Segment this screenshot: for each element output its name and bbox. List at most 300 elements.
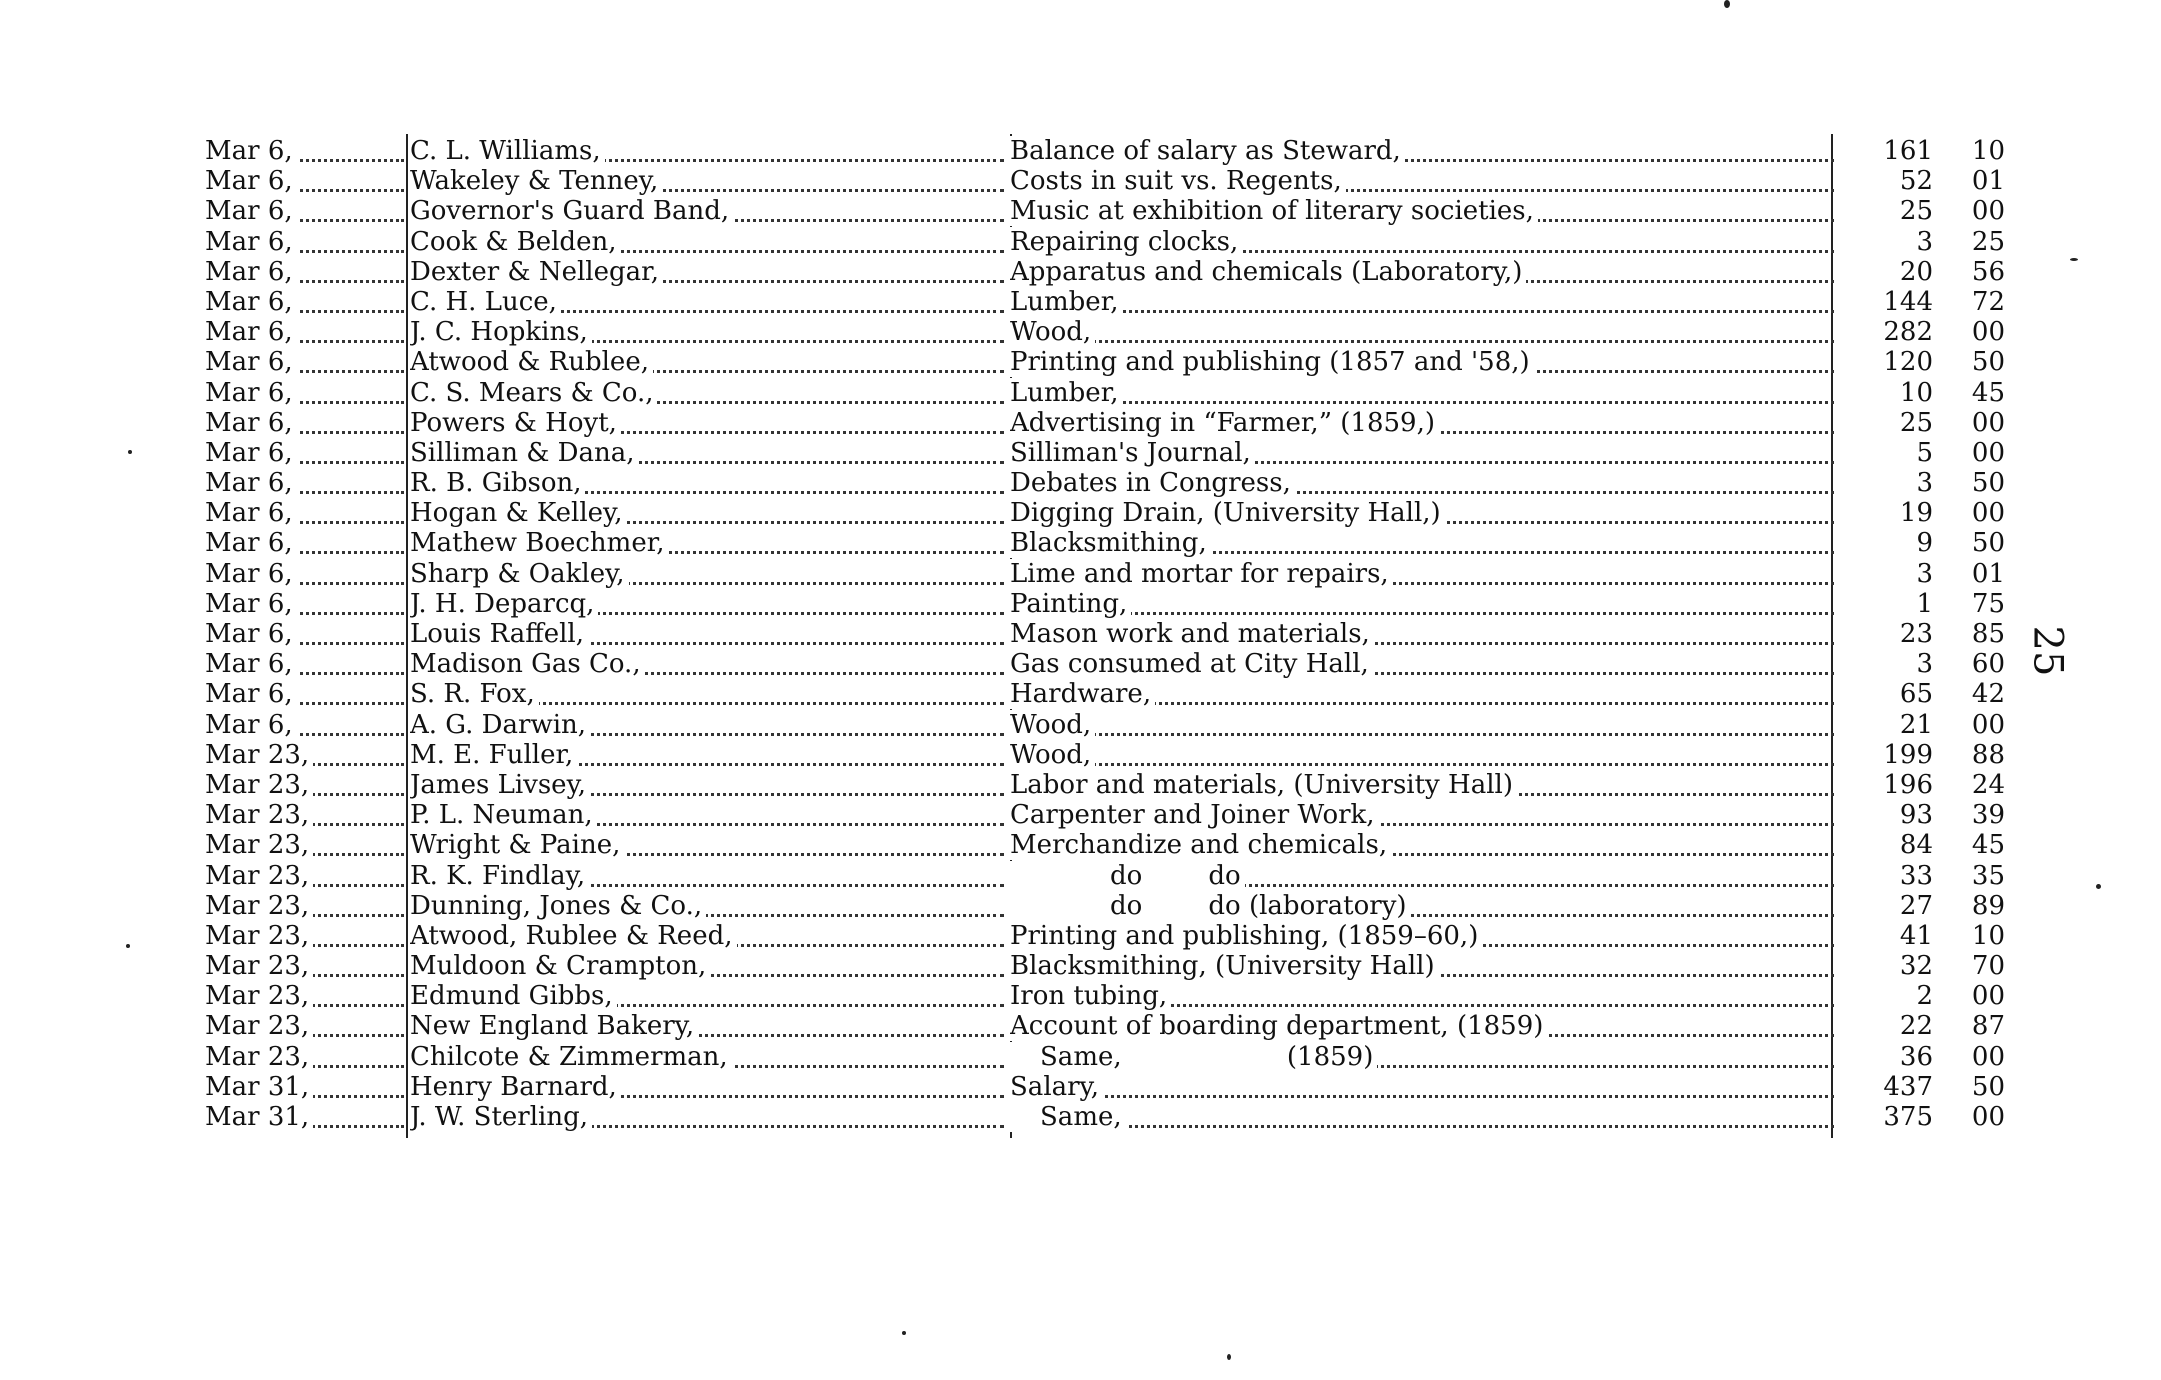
entry-amount-cents: 50 <box>1971 468 2005 499</box>
entry-purpose: Wood, <box>1010 317 1095 347</box>
entry-date: Mar 6, <box>205 589 297 619</box>
entry-amount-cell <box>1845 589 2005 619</box>
entry-date: Mar 23, <box>205 951 313 981</box>
entry-payee: M. E. Fuller, <box>410 740 577 770</box>
entry-amount-cents: 00 <box>1971 317 2005 348</box>
entry-purpose: Repairing clocks, <box>1010 227 1242 257</box>
entry-amount-cell <box>1845 136 2005 166</box>
entry-amount-dollars: 9 <box>1916 528 1933 559</box>
entry-date-cell <box>205 589 410 619</box>
ledger-row <box>205 408 2005 438</box>
entry-amount-cell <box>1845 196 2005 226</box>
entry-purpose-cell <box>1010 196 1840 226</box>
entry-date-cell <box>205 800 410 830</box>
page-number: 25 <box>2024 625 2071 677</box>
entry-purpose: Painting, <box>1010 589 1131 619</box>
ledger-row <box>205 770 2005 800</box>
entry-payee-cell <box>410 257 1010 287</box>
entry-amount-cell <box>1845 438 2005 468</box>
entry-amount-cell <box>1845 951 2005 981</box>
entry-purpose: do do <box>1010 861 1245 891</box>
entry-amount-dollars: 65 <box>1899 679 1933 710</box>
entry-amount-cell <box>1845 1011 2005 1041</box>
entry-date-cell <box>205 317 410 347</box>
entry-payee-cell <box>410 710 1010 740</box>
entry-date: Mar 6, <box>205 498 297 528</box>
entry-payee: New England Bakery, <box>410 1011 698 1041</box>
entry-date: Mar 23, <box>205 891 313 921</box>
entry-purpose-cell <box>1010 136 1840 166</box>
entry-amount-dollars: 3 <box>1916 558 1933 589</box>
entry-payee-cell <box>410 468 1010 498</box>
entry-date: Mar 6, <box>205 679 297 709</box>
print-speck <box>2070 258 2078 261</box>
entry-amount-cell <box>1845 257 2005 287</box>
entry-payee-cell <box>410 921 1010 951</box>
entry-amount-dollars: 1 <box>1916 588 1933 619</box>
ledger-row <box>205 196 2005 226</box>
entry-purpose-cell <box>1010 861 1840 891</box>
entry-payee-cell <box>410 981 1010 1011</box>
entry-purpose: Salary, <box>1010 1072 1103 1102</box>
entry-payee-cell <box>410 347 1010 377</box>
entry-amount-dollars: 36 <box>1899 1041 1933 1072</box>
entry-date: Mar 6, <box>205 528 297 558</box>
print-speck <box>128 450 132 454</box>
entry-payee: Louis Raffell, <box>410 619 588 649</box>
entry-amount-cell <box>1845 981 2005 1011</box>
entry-amount-cell <box>1845 1042 2005 1072</box>
entry-payee-cell <box>410 1102 1010 1132</box>
entry-amount-cell <box>1845 830 2005 860</box>
entry-amount-dollars: 25 <box>1899 196 1933 227</box>
entry-payee-cell <box>410 740 1010 770</box>
entry-date-cell <box>205 981 410 1011</box>
entry-amount-cell <box>1845 468 2005 498</box>
entry-purpose-cell <box>1010 166 1840 196</box>
entry-purpose: Iron tubing, <box>1010 981 1171 1011</box>
dot-leader <box>1010 401 1834 404</box>
entry-amount-dollars: 23 <box>1899 619 1933 649</box>
entry-date: Mar 6, <box>205 136 297 166</box>
entry-amount-dollars: 2 <box>1916 981 1933 1012</box>
entry-payee-cell <box>410 649 1010 679</box>
entry-amount-cents: 35 <box>1971 860 2005 891</box>
entry-purpose: Costs in suit vs. Regents, <box>1010 166 1346 196</box>
entry-date: Mar 6, <box>205 438 297 468</box>
ledger-row <box>205 1042 2005 1072</box>
entry-amount-dollars: 21 <box>1899 709 1933 740</box>
entry-purpose: Carpenter and Joiner Work, <box>1010 800 1379 830</box>
entry-date-cell <box>205 921 410 951</box>
entry-date-cell <box>205 740 410 770</box>
entry-purpose-cell <box>1010 770 1840 800</box>
entry-payee: S. R. Fox, <box>410 679 539 709</box>
ledger-row <box>205 981 2005 1011</box>
entry-date: Mar 23, <box>205 921 313 951</box>
ledger-row <box>205 317 2005 347</box>
entry-purpose-cell <box>1010 559 1840 589</box>
entry-date-cell <box>205 468 410 498</box>
entry-date-cell <box>205 227 410 257</box>
entry-date: Mar 31, <box>205 1102 313 1132</box>
ledger-row <box>205 227 2005 257</box>
entry-amount-cents: 50 <box>1971 347 2005 378</box>
entry-amount-cents: 00 <box>1971 1041 2005 1072</box>
entry-payee-cell <box>410 196 1010 226</box>
entry-amount-cell <box>1845 378 2005 408</box>
entry-purpose: Printing and publishing, (1859–60,) <box>1010 921 1482 951</box>
entry-amount-cents: 45 <box>1971 377 2005 408</box>
entry-date: Mar 23, <box>205 770 313 800</box>
entry-date-cell <box>205 559 410 589</box>
entry-date-cell <box>205 1072 410 1102</box>
entry-amount-cell <box>1845 317 2005 347</box>
entry-amount-cents: 50 <box>1971 528 2005 559</box>
entry-payee: Powers & Hoyt, <box>410 408 621 438</box>
entry-amount-dollars: 19 <box>1899 498 1933 529</box>
entry-purpose-cell <box>1010 1102 1840 1132</box>
entry-payee: C. L. Williams, <box>410 136 605 166</box>
entry-purpose-cell <box>1010 1011 1840 1041</box>
entry-date-cell <box>205 378 410 408</box>
entry-date: Mar 23, <box>205 981 313 1011</box>
entry-amount-cents: 25 <box>1971 226 2005 257</box>
print-speck <box>126 944 130 948</box>
ledger-row <box>205 679 2005 709</box>
entry-amount-cents: 45 <box>1971 830 2005 861</box>
entry-date-cell <box>205 166 410 196</box>
print-speck <box>1227 1354 1231 1360</box>
entry-date-cell <box>205 136 410 166</box>
ledger-row <box>205 830 2005 860</box>
entry-payee: Governor's Guard Band, <box>410 196 733 226</box>
entry-purpose: Silliman's Journal, <box>1010 438 1255 468</box>
entry-purpose: Debates in Congress, <box>1010 468 1295 498</box>
entry-purpose: Blacksmithing, <box>1010 528 1211 558</box>
entry-purpose-cell <box>1010 921 1840 951</box>
entry-amount-cell <box>1845 227 2005 257</box>
entry-payee-cell <box>410 770 1010 800</box>
entry-amount-cell <box>1845 619 2005 649</box>
entry-date-cell <box>205 679 410 709</box>
entry-date: Mar 6, <box>205 710 297 740</box>
entry-payee: Dunning, Jones & Co., <box>410 891 706 921</box>
entry-purpose: Advertising in “Farmer,” (1859,) <box>1010 408 1439 438</box>
entry-date: Mar 6, <box>205 317 297 347</box>
entry-date-cell <box>205 347 410 377</box>
entry-amount-cell <box>1845 710 2005 740</box>
entry-purpose: Balance of salary as Steward, <box>1010 136 1405 166</box>
entry-payee-cell <box>410 378 1010 408</box>
entry-payee: Silliman & Dana, <box>410 438 639 468</box>
entry-amount-cents: 56 <box>1971 256 2005 287</box>
entry-payee-cell <box>410 408 1010 438</box>
entry-purpose: Music at exhibition of literary societies, <box>1010 196 1538 226</box>
entry-payee-cell <box>410 498 1010 528</box>
entry-date-cell <box>205 619 410 649</box>
entry-amount-cell <box>1845 498 2005 528</box>
ledger-row <box>205 710 2005 740</box>
entry-purpose: Gas consumed at City Hall, <box>1010 649 1373 679</box>
ledger-row <box>205 619 2005 649</box>
entry-date: Mar 6, <box>205 378 297 408</box>
entry-purpose-cell <box>1010 619 1840 649</box>
entry-amount-cents: 60 <box>1971 649 2005 680</box>
entry-date: Mar 31, <box>205 1072 313 1102</box>
entry-purpose: Apparatus and chemicals (Laboratory,) <box>1010 257 1526 287</box>
entry-date-cell <box>205 196 410 226</box>
entry-payee: Edmund Gibbs, <box>410 981 617 1011</box>
entry-payee-cell <box>410 800 1010 830</box>
entry-date: Mar 6, <box>205 468 297 498</box>
entry-date-cell <box>205 498 410 528</box>
entry-amount-dollars: 3 <box>1916 649 1933 680</box>
entry-date-cell <box>205 1011 410 1041</box>
dot-leader <box>1010 310 1834 313</box>
entry-purpose-cell <box>1010 1042 1840 1072</box>
entry-date: Mar 23, <box>205 1011 313 1041</box>
dot-leader <box>1010 1095 1834 1098</box>
entry-purpose-cell <box>1010 830 1840 860</box>
ledger-row <box>205 498 2005 528</box>
entry-amount-dollars: 196 <box>1883 769 1933 800</box>
entry-amount-cents: 10 <box>1971 920 2005 951</box>
entry-date-cell <box>205 951 410 981</box>
entry-date: Mar 23, <box>205 800 313 830</box>
entry-payee: Dexter & Nellegar, <box>410 257 663 287</box>
entry-purpose-cell <box>1010 649 1840 679</box>
entry-payee: J. H. Deparcq, <box>410 589 598 619</box>
entry-amount-dollars: 20 <box>1899 256 1933 287</box>
entry-amount-dollars: 199 <box>1883 739 1933 770</box>
entry-amount-cents: 88 <box>1971 739 2005 770</box>
entry-purpose: Printing and publishing (1857 and '58,) <box>1010 347 1534 377</box>
entry-amount-cents: 00 <box>1971 981 2005 1012</box>
ledger-row <box>205 559 2005 589</box>
entry-purpose-cell <box>1010 740 1840 770</box>
entry-payee: J. W. Sterling, <box>410 1102 592 1132</box>
entry-payee: Cook & Belden, <box>410 227 620 257</box>
entry-payee-cell <box>410 136 1010 166</box>
entry-purpose: Same, <box>1010 1102 1126 1132</box>
entry-amount-dollars: 33 <box>1899 860 1933 891</box>
dot-leader <box>1010 340 1834 343</box>
entry-date-cell <box>205 770 410 800</box>
entry-amount-dollars: 84 <box>1899 830 1933 861</box>
entry-date: Mar 6, <box>205 227 297 257</box>
entry-purpose-cell <box>1010 800 1840 830</box>
entry-purpose-cell <box>1010 347 1840 377</box>
entry-amount-cell <box>1845 770 2005 800</box>
entry-amount-dollars: 282 <box>1883 317 1933 348</box>
dot-leader <box>1010 1125 1834 1128</box>
entry-amount-dollars: 3 <box>1916 468 1933 499</box>
entry-purpose-cell <box>1010 951 1840 981</box>
entry-amount-cell <box>1845 649 2005 679</box>
dot-leader <box>1010 763 1834 766</box>
entry-amount-cell <box>1845 921 2005 951</box>
entry-amount-cell <box>1845 1102 2005 1132</box>
entry-date: Mar 6, <box>205 408 297 438</box>
entry-payee: Atwood & Rublee, <box>410 347 653 377</box>
ledger-row <box>205 347 2005 377</box>
entry-amount-cents: 50 <box>1971 1071 2005 1102</box>
entry-date-cell <box>205 438 410 468</box>
entry-amount-dollars: 25 <box>1899 407 1933 438</box>
entry-amount-cents: 85 <box>1971 619 2005 649</box>
ledger-row <box>205 861 2005 891</box>
entry-amount-cell <box>1845 679 2005 709</box>
entry-payee-cell <box>410 1011 1010 1041</box>
entry-amount-dollars: 41 <box>1899 920 1933 951</box>
entry-payee: J. C. Hopkins, <box>410 317 592 347</box>
entry-amount-dollars: 144 <box>1883 286 1933 317</box>
entry-purpose-cell <box>1010 227 1840 257</box>
entry-amount-cell <box>1845 408 2005 438</box>
entry-purpose-cell <box>1010 257 1840 287</box>
ledger-row <box>205 1102 2005 1132</box>
entry-purpose: Lime and mortar for repairs, <box>1010 559 1393 589</box>
entry-amount-cents: 00 <box>1971 498 2005 529</box>
entry-purpose-cell <box>1010 378 1840 408</box>
entry-date: Mar 6, <box>205 257 297 287</box>
entry-date-cell <box>205 1042 410 1072</box>
entry-amount-cell <box>1845 347 2005 377</box>
entry-date: Mar 6, <box>205 559 297 589</box>
entry-purpose-cell <box>1010 287 1840 317</box>
entry-date-cell <box>205 528 410 558</box>
entry-date-cell <box>205 287 410 317</box>
ledger-row <box>205 589 2005 619</box>
entry-purpose: Same, (1859) <box>1010 1042 1377 1072</box>
entry-payee-cell <box>410 438 1010 468</box>
entry-payee: Muldoon & Crampton, <box>410 951 710 981</box>
entry-payee: Chilcote & Zimmerman, <box>410 1042 732 1072</box>
entry-payee: R. B. Gibson, <box>410 468 585 498</box>
entry-purpose-cell <box>1010 589 1840 619</box>
ledger-row <box>205 166 2005 196</box>
entry-purpose: Account of boarding department, (1859) <box>1010 1011 1547 1041</box>
entry-date: Mar 23, <box>205 1042 313 1072</box>
ledger-row <box>205 468 2005 498</box>
entry-purpose: Wood, <box>1010 740 1095 770</box>
entry-amount-cents: 00 <box>1971 196 2005 227</box>
entry-amount-cents: 00 <box>1971 437 2005 468</box>
entry-amount-cents: 87 <box>1971 1011 2005 1042</box>
entry-amount-cell <box>1845 861 2005 891</box>
entry-amount-cents: 72 <box>1971 286 2005 317</box>
entry-date: Mar 23, <box>205 830 313 860</box>
entry-purpose: Labor and materials, (University Hall) <box>1010 770 1517 800</box>
entry-purpose-cell <box>1010 1072 1840 1102</box>
entry-amount-dollars: 10 <box>1899 377 1933 408</box>
ledger-row <box>205 378 2005 408</box>
entry-amount-cell <box>1845 1072 2005 1102</box>
entry-amount-cents: 39 <box>1971 800 2005 831</box>
entry-amount-cents: 75 <box>1971 588 2005 619</box>
entry-date: Mar 23, <box>205 740 313 770</box>
entry-purpose-cell <box>1010 981 1840 1011</box>
entry-date-cell <box>205 891 410 921</box>
entry-payee: Henry Barnard, <box>410 1072 621 1102</box>
ledger-row <box>205 921 2005 951</box>
entry-amount-cents: 89 <box>1971 890 2005 921</box>
entry-payee: Hogan & Kelley, <box>410 498 627 528</box>
entry-payee-cell <box>410 287 1010 317</box>
entry-date-cell <box>205 830 410 860</box>
entry-date-cell <box>205 257 410 287</box>
print-speck <box>1724 0 1730 8</box>
entry-date-cell <box>205 861 410 891</box>
dot-leader <box>1010 612 1834 615</box>
entry-amount-dollars: 32 <box>1899 951 1933 982</box>
entry-payee: James Livsey, <box>410 770 590 800</box>
entry-payee-cell <box>410 1072 1010 1102</box>
entry-purpose-cell <box>1010 679 1840 709</box>
entry-payee: R. K. Findlay, <box>410 861 589 891</box>
entry-payee: A. G. Darwin, <box>410 710 590 740</box>
entry-date: Mar 23, <box>205 861 313 891</box>
print-speck <box>902 1331 906 1335</box>
entry-amount-cents: 01 <box>1971 558 2005 589</box>
ledger-row <box>205 951 2005 981</box>
entry-payee: C. S. Mears & Co., <box>410 378 657 408</box>
ledger-row <box>205 649 2005 679</box>
entry-payee: Wakeley & Tenney, <box>410 166 662 196</box>
entry-purpose-cell <box>1010 408 1840 438</box>
entry-payee-cell <box>410 589 1010 619</box>
print-speck <box>2096 884 2101 889</box>
entry-amount-cell <box>1845 287 2005 317</box>
entry-amount-dollars: 93 <box>1899 800 1933 831</box>
ledger-row <box>205 287 2005 317</box>
entry-purpose: do do (laboratory) <box>1010 891 1411 921</box>
entry-payee-cell <box>410 317 1010 347</box>
entry-date-cell <box>205 710 410 740</box>
entry-payee-cell <box>410 559 1010 589</box>
entry-payee-cell <box>410 227 1010 257</box>
entry-purpose-cell <box>1010 317 1840 347</box>
entry-amount-cents: 00 <box>1971 407 2005 438</box>
entry-amount-dollars: 375 <box>1883 1102 1933 1132</box>
ledger-row <box>205 438 2005 468</box>
expenditure-ledger <box>205 136 2005 1132</box>
entry-amount-cell <box>1845 800 2005 830</box>
entry-date-cell <box>205 1102 410 1132</box>
entry-purpose: Lumber, <box>1010 378 1123 408</box>
entry-amount-dollars: 161 <box>1883 136 1933 166</box>
entry-payee: P. L. Neuman, <box>410 800 597 830</box>
entry-purpose: Blacksmithing, (University Hall) <box>1010 951 1439 981</box>
entry-purpose-cell <box>1010 710 1840 740</box>
entry-payee-cell <box>410 891 1010 921</box>
entry-payee: Mathew Boechmer, <box>410 528 669 558</box>
ledger-row <box>205 891 2005 921</box>
entry-amount-cents: 70 <box>1971 951 2005 982</box>
entry-amount-cell <box>1845 559 2005 589</box>
entry-purpose-cell <box>1010 891 1840 921</box>
entry-date: Mar 6, <box>205 649 297 679</box>
entry-amount-dollars: 52 <box>1899 166 1933 197</box>
ledger-row <box>205 257 2005 287</box>
entry-purpose: Merchandize and chemicals, <box>1010 830 1391 860</box>
entry-amount-dollars: 120 <box>1883 347 1933 378</box>
entry-date-cell <box>205 649 410 679</box>
ledger-row <box>205 1011 2005 1041</box>
entry-date-cell <box>205 408 410 438</box>
entry-date: Mar 6, <box>205 166 297 196</box>
